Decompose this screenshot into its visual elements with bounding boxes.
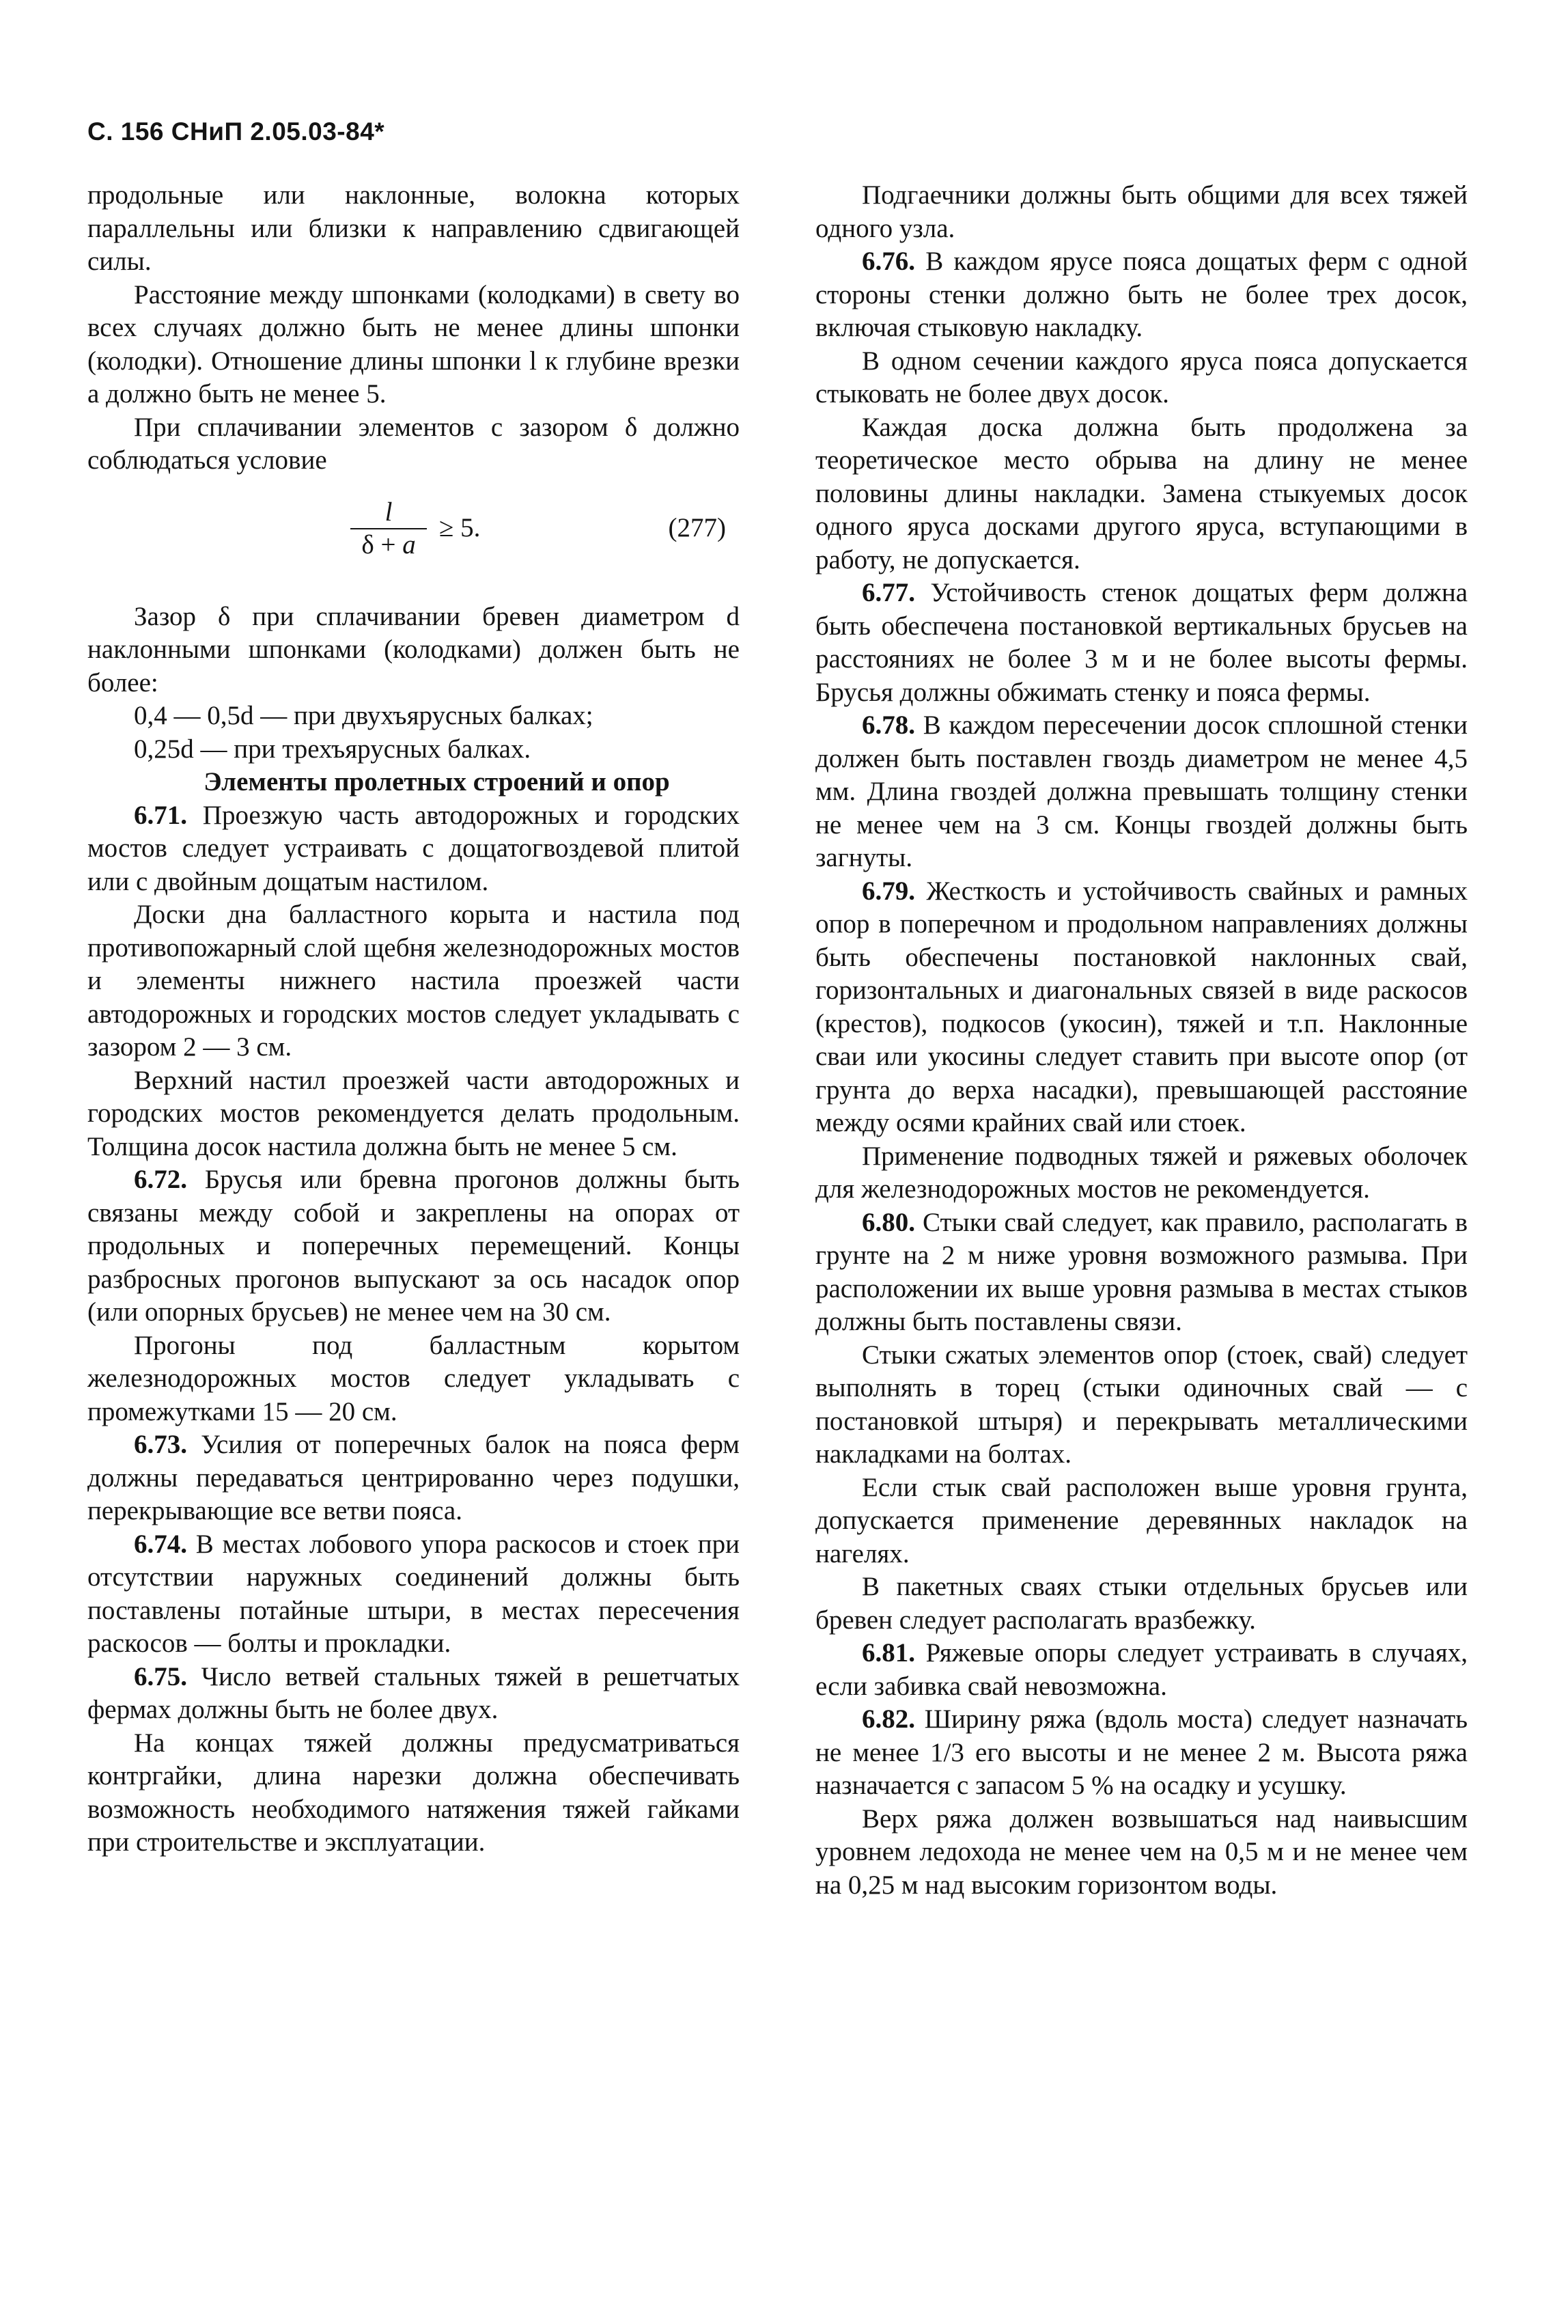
paragraph: Расстояние между шпонками (колодками) в свету во всех случаях должно быть не менее длины шпонки (колодки). Отношение длины шпонки l к глубине врезки a должно быть не менее 5. <box>87 279 740 409</box>
paragraph: Если стык свай расположен выше уровня грунта, допускается применение деревянных накладок на нагелях. <box>815 1472 1468 1568</box>
formula-numerator: l <box>384 497 393 527</box>
paragraph: Применение подводных тяжей и ряжевых оболочек для железнодорожных мостов не рекомендуется. <box>815 1141 1468 1204</box>
formula-277 <box>87 484 740 583</box>
paragraph: В пакетных сваях стыки отдельных брусьев или бревен следует располагать вразбежку. <box>815 1572 1468 1635</box>
clause-6-78 <box>815 709 1468 875</box>
list-item: 0,25d — при трехъярусных балках. <box>134 734 531 764</box>
clause-number: 6.77. <box>862 578 915 607</box>
clause-text: В каждом ярусе пояса дощатых ферм с одной стороны стенки должно быть не более трех досок, включая стыковую накладку. <box>815 247 1468 342</box>
list-item: 0,4 — 0,5d — при двухъярусных балках; <box>134 701 593 730</box>
right-column <box>815 179 1468 1902</box>
clause-6-76 <box>815 245 1468 345</box>
clause-number: 6.73. <box>134 1430 187 1459</box>
clause-text: В местах лобового упора раскосов и стоек при отсутствии наружных соединений должны быть поставлены потайные штыри, в местах пересечения раскосов — болты и прокладки. <box>87 1529 740 1658</box>
paragraph: Доски дна балластного корыта и настила под противопожарный слой щебня железнодорожных мостов и элементы нижнего настила проезжей части автодорожных и городских мостов следует укладывать с зазором 2 — 3 см. <box>87 900 740 1062</box>
formula-den-delta: δ + <box>361 529 403 559</box>
clause-6-81 <box>815 1637 1468 1703</box>
formula-number: (277) <box>668 512 726 542</box>
paragraph: Подгаечники должны быть общими для всех тяжей одного узла. <box>815 180 1468 243</box>
clause-number: 6.78. <box>862 710 915 740</box>
paragraph: продольные или наклонные, волокна которых параллельны или близки к направлению сдвигающей силы. <box>87 180 740 276</box>
clause-number: 6.75. <box>134 1661 187 1691</box>
clause-text: Устойчивость стенок дощатых ферм должна быть обеспечена постановкой вертикальных брусьев на расстояниях не более 3 м и не более высоты фермы. Брусья должны обжимать стенку и пояса фермы. <box>815 578 1468 707</box>
paragraph: Зазор δ при сплачивании бревен диаметром d наклонными шпонками (колодками) должен быть не более: <box>87 601 740 697</box>
clause-text: Брусья или бревна прогонов должны быть связаны между собой и закреплены на опорах от продольных и поперечных перемещений. Концы разбросных прогонов выпускают за ось насадок опор (или опорных брусьев) не менее чем на 30 см. <box>87 1165 740 1327</box>
clause-6-82 <box>815 1703 1468 1803</box>
clause-text: Ряжевые опоры следует устраивать в случаях, если забивка свай невозможна. <box>815 1638 1468 1701</box>
paragraph: Прогоны под балластным корытом железнодорожных мостов следует укладывать с промежутками 15 — 20 см. <box>87 1330 740 1426</box>
paragraph: Каждая доска должна быть продолжена за теоретическое место обрыва на длину не менее половины длины накладки. Замена стыкуемых досок одного яруса досками другого яруса, вступающими в работу, не допускается. <box>815 412 1468 575</box>
formula-den-a: a <box>402 529 416 559</box>
clause-number: 6.81. <box>862 1638 915 1668</box>
left-column <box>87 179 740 1859</box>
clause-text: Ширину ряжа (вдоль моста) следует назначать не менее 1/3 его высоты и не менее 2 м. Высота ряжа назначается с запасом 5 % на осадку и усушку. <box>815 1704 1468 1800</box>
paragraph: На концах тяжей должны предусматриваться контргайки, длина нарезки должна обеспечивать возможность необходимого натяжения тяжей гайками при строительстве и эксплуатации. <box>87 1728 740 1857</box>
formula-relation: ≥ 5. <box>439 512 481 542</box>
clause-6-73 <box>87 1428 740 1528</box>
clause-text: Усилия от поперечных балок на пояса ферм должны передаваться центрированно через подушки, перекрывающие все ветви пояса. <box>87 1430 740 1525</box>
clause-number: 6.71. <box>134 800 187 830</box>
clause-6-72 <box>87 1163 740 1329</box>
paragraph: При сплачивании элементов с зазором δ должно соблюдаться условие <box>87 412 740 475</box>
page-header: С. 156 СНиП 2.05.03-84* <box>87 117 385 146</box>
clause-6-75 <box>87 1661 740 1727</box>
clause-6-71 <box>87 799 740 899</box>
clause-number: 6.79. <box>862 876 915 906</box>
clause-6-79 <box>815 875 1468 1140</box>
clause-6-74 <box>87 1528 740 1661</box>
clause-text: Стыки свай следует, как правило, располагать в грунте на 2 м ниже уровня возможного размыва. При расположении их выше уровня размыва в местах стыков должны быть поставлены связи. <box>815 1207 1468 1336</box>
clause-number: 6.72. <box>134 1165 187 1194</box>
paragraph: В одном сечении каждого яруса пояса допускается стыковать не более двух досок. <box>815 346 1468 409</box>
clause-number: 6.80. <box>862 1207 915 1237</box>
clause-6-80 <box>815 1206 1468 1339</box>
clause-text: Жесткость и устойчивость свайных и рамных опор в поперечном и продольном направлениях должны быть обеспечены постановкой наклонных свай, горизонтальных и диагональных связей в виде раскосов (крестов), подкосов (укосин), тяжей и т.п. Наклонные сваи или укосины следует ставить при высоте опор (от грунта до верха насадки), превышающей расстояние между осями крайних свай или стоек. <box>815 876 1468 1137</box>
paragraph: Верхний настил проезжей части автодорожных и городских мостов рекомендуется делать продольным. Толщина досок настила должна быть не менее 5 см. <box>87 1065 740 1161</box>
paragraph: Стыки сжатых элементов опор (стоек, свай) следует выполнять в торец (стыки одиночных свай — с постановкой штыря) и перекрывать металлическими накладками на болтах. <box>815 1340 1468 1469</box>
formula-denominator <box>361 529 415 561</box>
clause-number: 6.76. <box>862 247 915 276</box>
section-heading: Элементы пролетных строений и опор <box>204 767 670 797</box>
clause-6-77 <box>815 577 1468 709</box>
clause-text: В каждом пересечении досок сплошной стенки должен быть поставлен гвоздь диаметром не менее 4,5 мм. Длина гвоздей должна превышать толщину стенки не менее чем на 3 см. Концы гвоздей должны быть загнуты. <box>815 710 1468 872</box>
clause-text: Число ветвей стальных тяжей в решетчатых фермах должны быть не более двух. <box>87 1661 740 1724</box>
clause-number: 6.74. <box>134 1529 187 1559</box>
formula-fraction <box>350 497 427 561</box>
paragraph: Верх ряжа должен возвышаться над наивысшим уровнем ледохода не менее чем на 0,5 м и не менее чем на 0,25 м над высоким горизонтом воды. <box>815 1803 1468 1900</box>
clause-text: Проезжую часть автодорожных и городских мостов следует устраивать с дощатогвоздевой плитой или с двойным дощатым настилом. <box>87 800 740 896</box>
clause-number: 6.82. <box>862 1704 915 1734</box>
